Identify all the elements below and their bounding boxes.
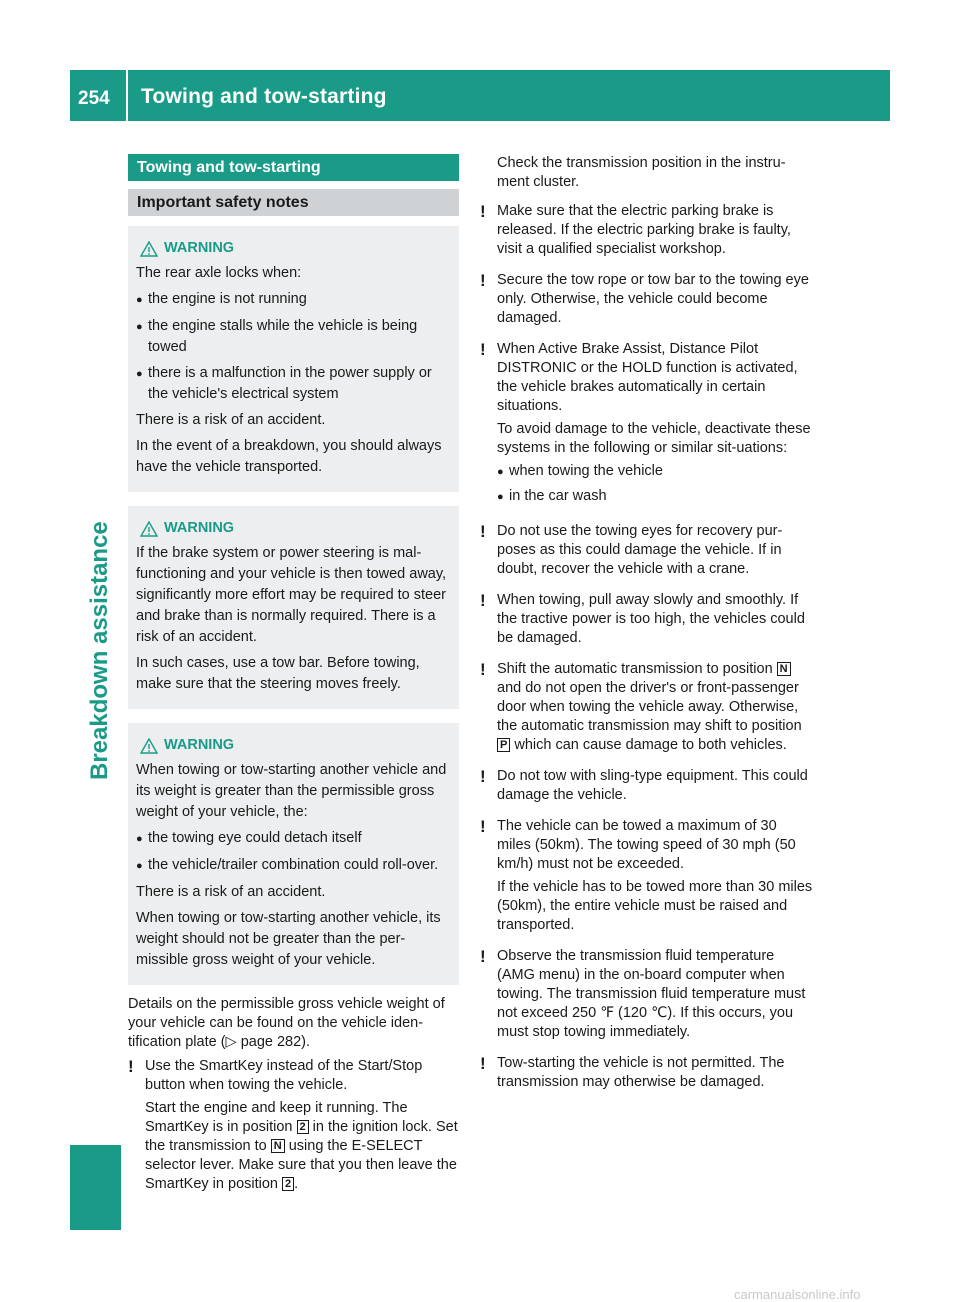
note-tow-rope (480, 271, 813, 330)
bullet-icon: ● (136, 833, 143, 845)
note-text: Make sure that the electric parking brake is released. If the electric parking brake is faulty, visit a qualified specialist workshop. (497, 203, 791, 257)
note-body (497, 202, 813, 261)
warning-text: In the event of a breakdown, you should always have the vehicle transported. (136, 438, 442, 475)
note-text-part: . (294, 1176, 299, 1192)
warning-box-2 (128, 506, 459, 709)
note-body (145, 1057, 459, 1196)
note-body (497, 767, 813, 807)
note-text: Secure the tow rope or tow bar to the towing eye only. Otherwise, the vehicle could become damaged. (497, 272, 809, 326)
caution-exclamation-icon: ! (480, 767, 486, 786)
page-title: Towing and tow-starting (141, 85, 387, 108)
intro-text: Check the transmission position in the instru-ment cluster. (497, 155, 786, 190)
warning-text: There is a risk of an accident. (136, 412, 326, 428)
note-body (497, 271, 813, 330)
note-parking-brake (480, 202, 813, 261)
gear-n-key-icon: N (777, 662, 791, 676)
position-2-key-icon: 2 (282, 1177, 294, 1191)
list-item-text: when towing the vehicle (509, 463, 663, 479)
list-item (497, 462, 813, 482)
warning-box-1 (128, 226, 459, 492)
note-text: Tow-starting the vehicle is not permitted. The transmission may otherwise be damaged. (497, 1055, 785, 1090)
note-body (497, 660, 813, 757)
note-body (497, 591, 813, 650)
list-item (136, 828, 451, 850)
details-paragraph (128, 995, 459, 1052)
page-number: 254 (78, 88, 110, 109)
bullet-icon: ● (136, 860, 143, 872)
caution-exclamation-icon: ! (480, 591, 486, 610)
note-body (497, 947, 813, 1044)
warning-text: If the brake system or power steering is mal-functioning and your vehicle is then towed away, significantly more effort may be required to steer and brake than is normally required. There is a risk of an accident. (136, 545, 447, 645)
note-fluid-temperature (480, 947, 813, 1044)
note-text-part: and do not open the driver's or front-passenger door when towing the vehicle away. Otherwise, the automatic transmission may shift to position (497, 680, 802, 734)
list-item-text: the engine is not running (148, 291, 307, 307)
list-item (136, 855, 451, 877)
list-item (497, 487, 813, 507)
subsection-title: Important safety notes (128, 189, 459, 216)
note-body (497, 522, 813, 581)
list-item-text: in the car wash (509, 488, 607, 504)
list-item (136, 316, 451, 358)
warning-triangle-icon (140, 521, 158, 537)
warning-triangle-icon (140, 241, 158, 257)
note-pull-away (480, 591, 813, 650)
caution-exclamation-icon: ! (480, 1054, 486, 1073)
warning-label: WARNING (164, 737, 235, 753)
note-body (497, 340, 813, 512)
caution-exclamation-icon: ! (480, 340, 486, 359)
note-text: When Active Brake Assist, Distance Pilot DISTRONIC or the HOLD function is activated, the vehicle brakes automatically in certain situations. (497, 341, 798, 414)
note-towing-eyes (480, 522, 813, 581)
note-tow-distance (480, 817, 813, 937)
warning-header (140, 238, 451, 259)
warning-text: In such cases, use a tow bar. Before towing, make sure that the steering moves freely. (136, 655, 420, 692)
note-text (145, 1099, 459, 1194)
note-text: Do not tow with sling-type equipment. This could damage the vehicle. (497, 768, 808, 803)
bullet-icon: ● (136, 294, 143, 306)
warning-text: The rear axle locks when: (136, 265, 302, 281)
watermark: carmanualsonline.info (734, 1287, 861, 1302)
note-text (497, 660, 813, 755)
note-sling-type (480, 767, 813, 807)
warning-header (140, 735, 451, 756)
intro-paragraph (480, 154, 813, 192)
left-column (128, 154, 459, 1206)
gear-n-key-icon: N (271, 1139, 285, 1153)
note-shift-transmission (480, 660, 813, 757)
warning-text: When towing or tow-starting another vehicle and its weight is greater than the permissible gross weight of your vehicle, the: (136, 762, 447, 820)
note-text-part: Shift the automatic transmission to position (497, 661, 773, 677)
note-text: Observe the transmission fluid temperature (AMG menu) in the on-board computer when towing. The transmission fluid temperature must not exceed 250 ℉ (120 ℃). If this occurs, you must stop towing immediately. (497, 948, 806, 1040)
list-item (136, 289, 451, 311)
side-chapter-label: Breakdown assistance (86, 521, 113, 780)
warning-label: WARNING (164, 240, 235, 256)
warning-triangle-icon (140, 738, 158, 754)
note-text-part: using the E-SELECT selector lever. Make sure that you then leave the SmartKey in position (145, 1138, 457, 1192)
note-text: Do not use the towing eyes for recovery pur-poses as this could damage the vehicle. If in doubt, recover the vehicle with a crane. (497, 523, 783, 577)
caution-exclamation-icon: ! (480, 817, 486, 836)
side-tab-block (70, 1145, 121, 1230)
note-smartkey (128, 1057, 459, 1196)
warning-label: WARNING (164, 520, 235, 536)
bullet-icon: ● (136, 368, 143, 380)
bullet-icon: ● (497, 466, 504, 478)
note-text: To avoid damage to the vehicle, deactivate these systems in the following or similar sit-uations: (497, 421, 811, 456)
note-tow-starting (480, 1054, 813, 1094)
position-2-key-icon: 2 (297, 1120, 309, 1134)
caution-exclamation-icon: ! (480, 271, 486, 290)
note-text: The vehicle can be towed a maximum of 30 miles (50km). The towing speed of 30 mph (50 km/h) must not be exceeded. (497, 818, 796, 872)
note-brake-assist (480, 340, 813, 512)
note-text-part: in the ignition lock. Set the transmission to (145, 1119, 458, 1154)
details-text[interactable]: Details on the permissible gross vehicle weight of your vehicle can be found on the vehicle iden-tification plate (▷ page 282). (128, 996, 445, 1050)
list-item (136, 363, 451, 405)
note-body (497, 1054, 813, 1094)
caution-exclamation-icon: ! (480, 660, 486, 679)
header-divider (126, 70, 128, 121)
note-text: Use the SmartKey instead of the Start/Stop button when towing the vehicle. (145, 1058, 423, 1093)
bullet-icon: ● (136, 321, 143, 333)
note-text-part: Start the engine and keep it running. The SmartKey is in position (145, 1100, 408, 1135)
caution-exclamation-icon: ! (480, 202, 486, 221)
note-text: If the vehicle has to be towed more than 30 miles (50km), the entire vehicle must be raised and transported. (497, 879, 813, 933)
caution-exclamation-icon: ! (128, 1057, 134, 1076)
warning-box-3 (128, 723, 459, 985)
warning-header (140, 518, 451, 539)
note-body (497, 817, 813, 937)
warning-text: There is a risk of an accident. (136, 884, 326, 900)
list-item-text: the vehicle/trailer combination could roll-over. (148, 857, 439, 873)
caution-exclamation-icon: ! (480, 947, 486, 966)
list-item-text: there is a malfunction in the power supply or the vehicle's electrical system (148, 365, 432, 402)
bullet-icon: ● (497, 491, 504, 503)
right-column (480, 154, 813, 1104)
caution-exclamation-icon: ! (480, 522, 486, 541)
list-item-text: the towing eye could detach itself (148, 830, 362, 846)
gear-p-key-icon: P (497, 738, 510, 752)
note-text-part: which can cause damage to both vehicles. (514, 737, 787, 753)
list-item-text: the engine stalls while the vehicle is being towed (148, 318, 418, 355)
section-title: Towing and tow-starting (128, 154, 459, 181)
note-text: When towing, pull away slowly and smoothly. If the tractive power is too high, the vehicles could be damaged. (497, 592, 805, 646)
warning-text: When towing or tow-starting another vehicle, its weight should not be greater than the per-missible gross weight of your vehicle. (136, 910, 441, 968)
